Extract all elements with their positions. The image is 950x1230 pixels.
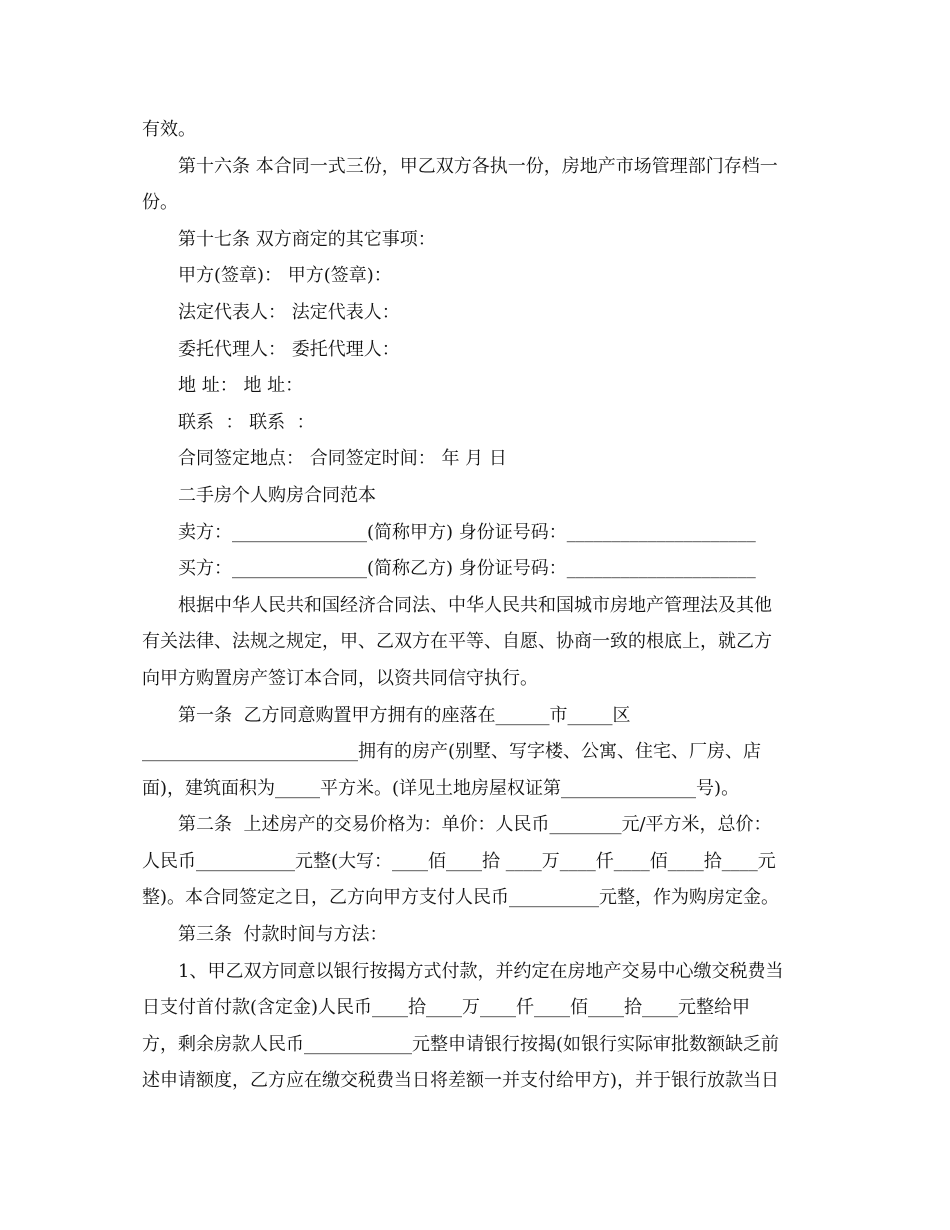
text-line-17: 第一条 乙方同意购置甲方拥有的座落在______市_____区 bbox=[178, 704, 631, 726]
text-line-24: 1、甲乙双方同意以银行按揭方式付款，并约定在房地产交易中心缴交税费当 bbox=[178, 960, 784, 982]
text-line-13: 买方：_______________(简称乙方) 身份证号码：_____________________ bbox=[178, 558, 756, 580]
text-line-18: ________________________拥有的房产(别墅、写字楼、公寓、住宅、厂房、店 bbox=[142, 741, 762, 763]
text-line-6: 法定代表人： 法定代表人： bbox=[178, 301, 400, 323]
text-line-21: 人民币___________元整(大写：____佰____拾 ____万____仟____佰____拾____元 bbox=[142, 850, 776, 872]
text-line-19: 面)，建筑面积为_____平方米。(详见土地房屋权证第_______________号)。 bbox=[142, 777, 740, 799]
text-line-4: 第十七条 双方商定的其它事项： bbox=[178, 228, 436, 250]
text-line-20: 第二条 上述房产的交易价格为：单价：人民币________元/平方米，总价： bbox=[178, 814, 772, 836]
text-line-2: 第十六条 本合同一式三份，甲乙双方各执一份，房地产市场管理部门存档一 bbox=[178, 155, 778, 177]
text-line-3: 份。 bbox=[142, 192, 178, 214]
text-line-5: 甲方(签章)： 甲方(签章)： bbox=[178, 265, 392, 287]
text-line-1: 有效。 bbox=[142, 119, 196, 140]
text-line-23: 第三条 付款时间与方法： bbox=[178, 924, 388, 946]
text-line-10: 合同签定地点： 合同签定时间： 年 月 日 bbox=[178, 448, 507, 470]
text-line-25: 日支付首付款(含定金)人民币____拾____万____仟____佰____拾____元整给甲 bbox=[142, 997, 751, 1019]
text-line-27: 述申请额度，乙方应在缴交税费当日将差额一并支付给甲方)，并于银行放款当日 bbox=[142, 1070, 780, 1092]
section-title: 二手房个人购房合同范本 bbox=[178, 484, 376, 506]
text-line-7: 委托代理人： 委托代理人： bbox=[178, 338, 400, 360]
text-line-26: 方，剩余房款人民币____________元整申请银行按揭(如银行实际审批数额缺乏前 bbox=[142, 1033, 780, 1055]
text-line-8: 地 址： 地 址： bbox=[178, 375, 304, 397]
text-line-15: 有关法律、法规之规定，甲、乙双方在平等、自愿、协商一致的根底上，就乙方 bbox=[142, 631, 772, 653]
text-line-22: 整)。本合同签定之日，乙方向甲方支付人民币__________元整，作为购房定金。 bbox=[142, 887, 780, 909]
text-line-9: 联系 ： 联系 ： bbox=[178, 411, 315, 433]
document-body bbox=[142, 112, 804, 1100]
text-line-12: 卖方：_______________(简称甲方) 身份证号码：_____________________ bbox=[178, 521, 756, 543]
text-line-16: 向甲方购置房产签订本合同，以资共同信守执行。 bbox=[142, 667, 538, 689]
text-line-14: 根据中华人民共和国经济合同法、中华人民共和国城市房地产管理法及其他 bbox=[178, 594, 772, 616]
